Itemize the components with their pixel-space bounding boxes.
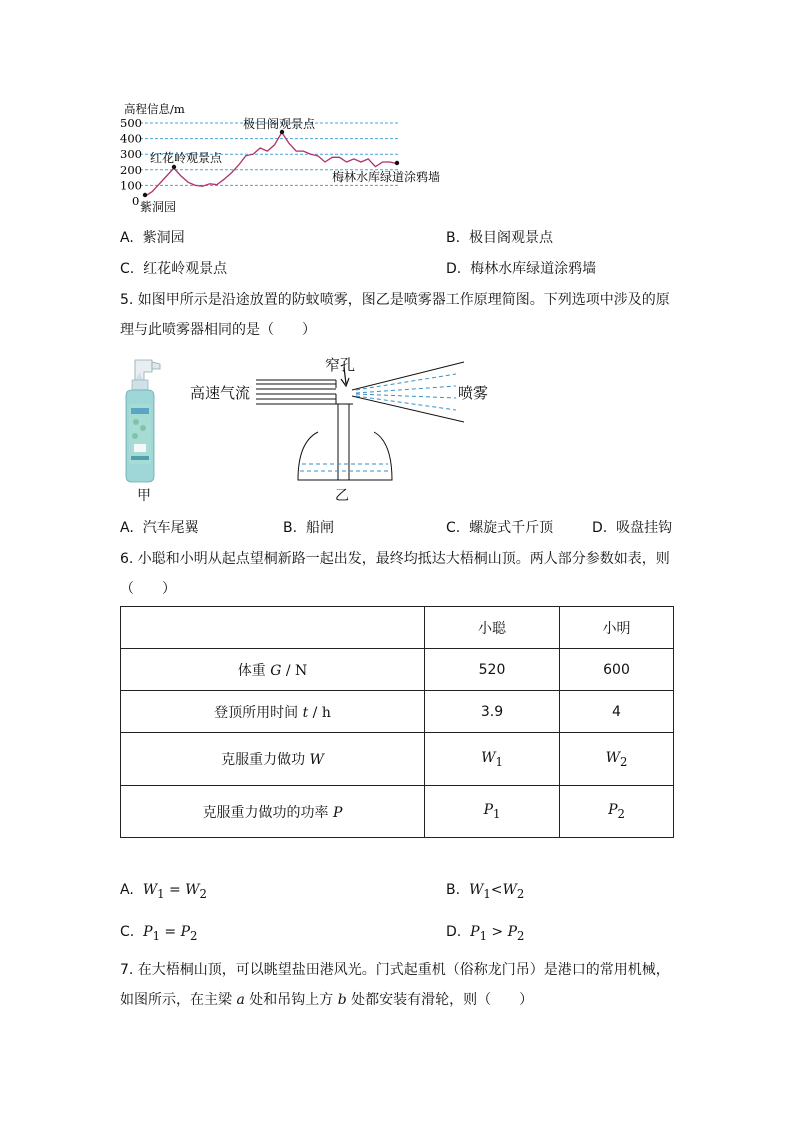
- q5-option-b[interactable]: B. 船闸: [283, 520, 334, 536]
- row-label-power: 克服重力做功的功率 P: [121, 786, 425, 838]
- q6-stem-line2: （ ）: [120, 581, 176, 597]
- label-start: 紫洞园: [140, 200, 177, 214]
- q6-option-c[interactable]: C. $P_1 = P_2$: [120, 924, 198, 943]
- q7-stem-line1: 7. 在大梧桐山顶，可以眺望盐田港风光。门式起重机（俗称龙门吊）是港口的常用机械，: [120, 962, 670, 978]
- table-row: [121, 691, 674, 733]
- point-honghua: [172, 165, 176, 169]
- cell-time-xiaoming: 4: [560, 691, 674, 733]
- q5-stem-line2: 理与此喷雾器相同的是（ ）: [120, 322, 316, 338]
- label-honghua: 红花岭观景点: [150, 151, 223, 165]
- row-label-work: 克服重力做功 W: [121, 733, 425, 786]
- table-header-empty: [121, 607, 425, 649]
- q5-stem-line1: 5. 如图甲所示是沿途放置的防蚊喷雾，图乙是喷雾器工作原理简图。下列选项中涉及的原: [120, 292, 670, 308]
- cell-work-xiaoming: $W_2$: [560, 733, 674, 786]
- table-row: [121, 733, 674, 786]
- label-spray: 喷雾: [458, 384, 489, 402]
- point-end: [395, 161, 399, 165]
- y-tick-label: 500: [120, 116, 142, 130]
- table-header-xiaocong: 小聪: [425, 607, 560, 649]
- q6-parameter-table: [120, 606, 674, 838]
- q6-option-d[interactable]: D. $P_1 > P_2$: [446, 924, 525, 943]
- q5-option-a[interactable]: A. 汽车尾翼: [120, 520, 199, 536]
- cell-power-xiaoming: $P_2$: [560, 786, 674, 838]
- y-tick-label: 0: [132, 194, 140, 208]
- y-tick-label: 100: [120, 178, 142, 193]
- cell-weight-xiaoming: 600: [560, 649, 674, 691]
- y-tick-label: 300: [120, 147, 142, 162]
- q4-option-c[interactable]: C. 红花岭观景点: [120, 261, 228, 277]
- q4-option-b[interactable]: B. 极目阁观景点: [446, 230, 553, 246]
- sprayer-principle-diagram: [186, 352, 496, 507]
- q4-option-a[interactable]: A. 紫洞园: [120, 230, 185, 246]
- q6-option-a[interactable]: A. $W_1 = W_2$: [120, 882, 207, 901]
- q5-option-c[interactable]: C. 螺旋式千斤顶: [446, 520, 554, 536]
- label-end: 梅林水库绿道涂鸦墙: [332, 170, 441, 184]
- table-header-row: [121, 607, 674, 649]
- q6-option-b[interactable]: B. $W_1<W_2$: [446, 882, 525, 901]
- chart-y-ticks: [120, 116, 142, 208]
- point-start: [143, 193, 147, 197]
- y-tick-label: 200: [120, 162, 142, 177]
- q6-stem-line1: 6. 小聪和小明从起点望桐新路一起出发，最终均抵达大梧桐山顶。两人部分参数如表，则: [120, 551, 670, 567]
- figure-yi-label: 乙: [335, 488, 349, 504]
- q5-option-d[interactable]: D. 吸盘挂钩: [592, 520, 673, 536]
- elevation-chart: [110, 98, 450, 216]
- q4-option-d[interactable]: D. 梅林水库绿道涂鸦墙: [446, 261, 597, 277]
- row-label-weight: 体重 G / N: [121, 649, 425, 691]
- cell-power-xiaocong: $P_1$: [425, 786, 560, 838]
- label-airflow: 高速气流: [190, 384, 251, 402]
- cell-weight-xiaocong: 520: [425, 649, 560, 691]
- table-row: [121, 649, 674, 691]
- table-header-xiaoming: 小明: [560, 607, 674, 649]
- spray-bottle-figure: [118, 356, 168, 506]
- figure-jia-label: 甲: [137, 488, 151, 504]
- y-tick-label: 400: [120, 131, 142, 146]
- label-jimu: 极目阁观景点: [243, 117, 316, 131]
- q7-stem-line2: 如图所示，在主梁 a 处和吊钩上方 b 处都安装有滑轮，则（ ）: [120, 992, 534, 1008]
- table-row: [121, 786, 674, 838]
- label-narrow-hole: 窄孔: [325, 356, 356, 374]
- cell-work-xiaocong: $W_1$: [425, 733, 560, 786]
- cell-time-xiaocong: 3.9: [425, 691, 560, 733]
- chart-y-label: 高程信息/m: [124, 102, 185, 116]
- row-label-time: 登顶所用时间 t / h: [121, 691, 425, 733]
